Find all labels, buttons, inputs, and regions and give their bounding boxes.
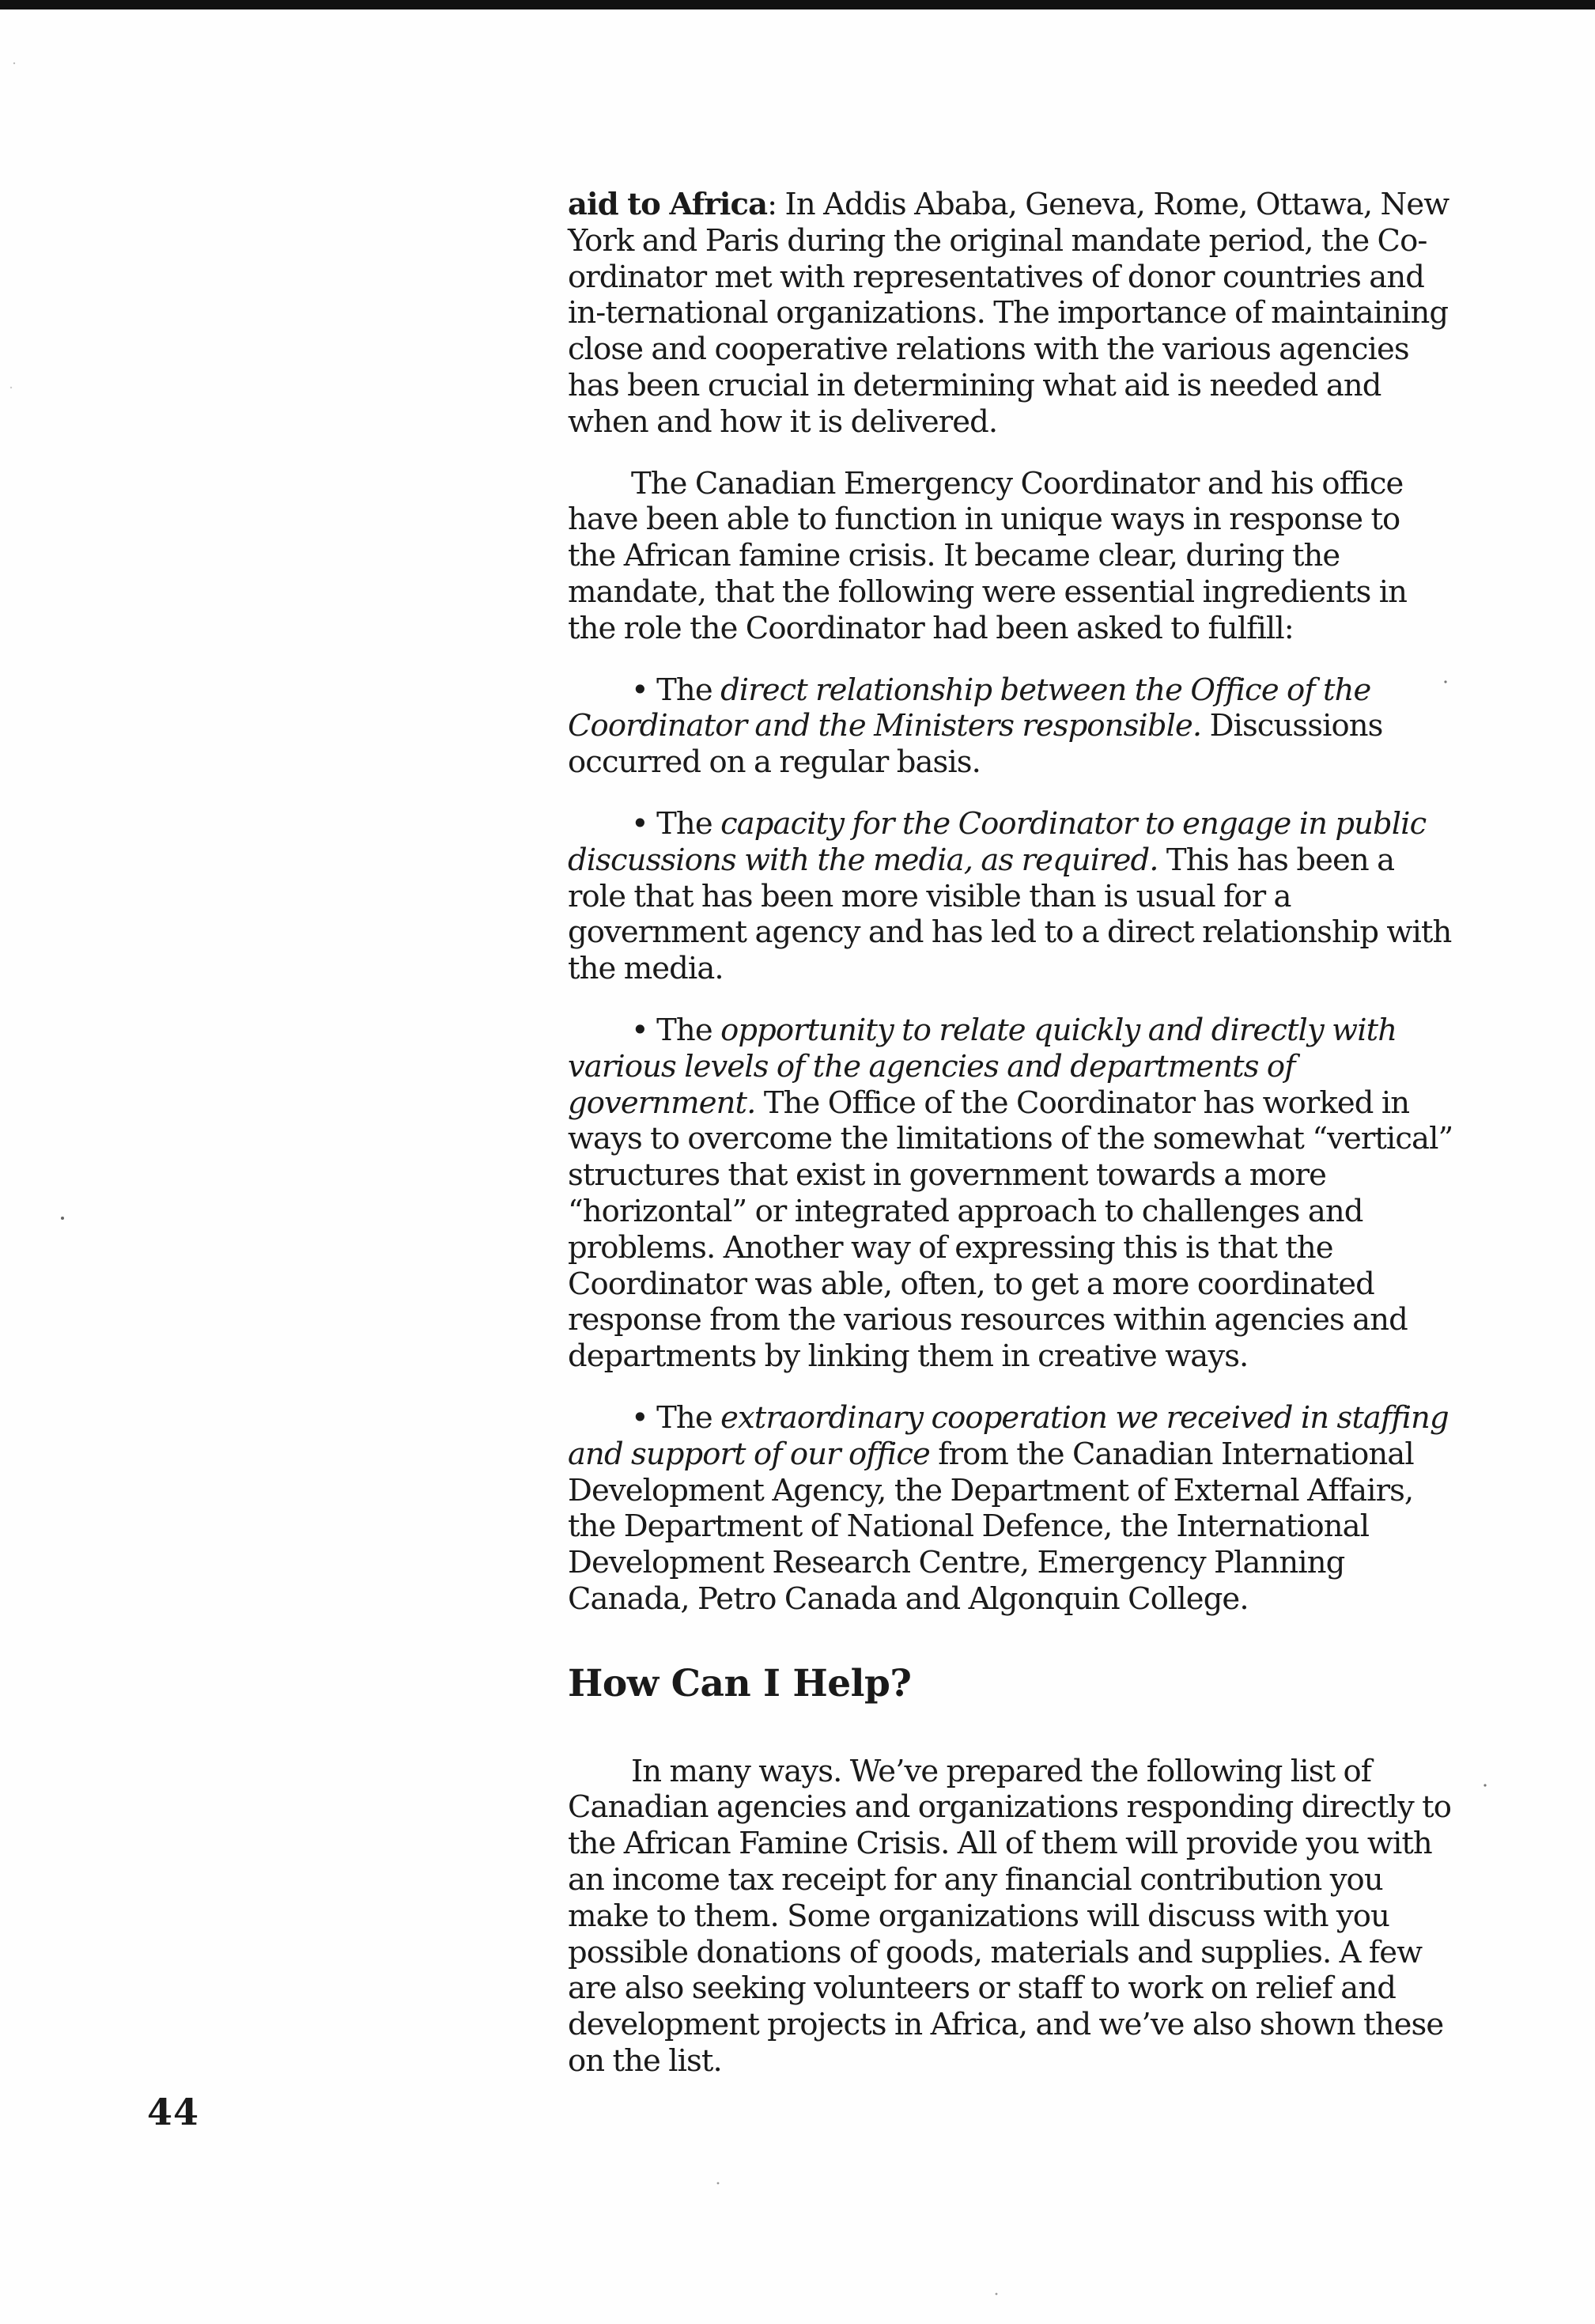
bullet-italic-text: direct relationship between the Office of the Coordinator and the Ministers responsible. [568, 672, 1371, 744]
bullet-lead: The [656, 1399, 712, 1436]
page-number: 44 [147, 2091, 200, 2133]
intro-paragraph [568, 187, 1453, 441]
bullet-marker: • [631, 805, 648, 842]
bullet-marker: • [631, 1012, 648, 1048]
bullet-body-text: The Office of the Coordinator has worked in ways to overcome the limitations of the somewhat “vertical” structures that exist in government towards a more “horizontal” or integrated approach to challenges and problems. Another way of expressing this is that the Coordinator was able, often, to get a more coordinated response from the various resources within agencies and departments by linking them in creative ways. [568, 1084, 1453, 1375]
mandate-paragraph: The Canadian Emergency Coordinator and his office have been able to function in unique ways in response to the African famine crisis. It became clear, during the mandate, that the following were essential ingredients in the role the Coordinator had been asked to fulfill: [568, 465, 1408, 646]
help-paragraph: In many ways. We’ve prepared the following list of Canadian agencies and organizations responding directly to the African Famine Crisis. All of them will provide you with an income tax receipt for any financial contribution you make to them. Some organizations will discuss with you possible donations of goods, materials and supplies. A few are also seeking volunteers or staff to work on relief and development projects in Africa, and we’ve also shown these on the list. [568, 1753, 1451, 2080]
bullet-item [568, 1400, 1453, 1618]
bullet-italic-text: capacity for the Coordinator to engage in public discussions with the media, as required. [568, 805, 1427, 878]
intro-text: : In Addis Ababa, Geneva, Rome, Ottawa, New York and Paris during the original mandate period, the Co-ordinator met with representatives of donor countries and in-ternational organizations. The importance of maintaining close and cooperative relations with the various agencies has been crucial in determining what aid is needed and when and how it is delivered. [568, 187, 1449, 440]
bullet-lead: The [656, 805, 712, 842]
bullet-body-text: from the Canadian International Development Agency, the Department of External Affairs, the Department of National Defence, the International Development Research Centre, Emergency Planning Canada, Petro Canada and Algonquin College. [568, 1436, 1414, 1617]
bullet-marker: • [631, 1399, 648, 1436]
bullet-item [568, 672, 1453, 781]
bullet-item [568, 806, 1453, 987]
bullet-italic-text: extraordinary cooperation we received in staffing and support of our office [568, 1399, 1449, 1472]
section-heading: How Can I Help? [568, 1661, 912, 1705]
bullet-lead: The [656, 1012, 712, 1048]
text-column [568, 187, 1453, 2080]
bullet-body-text: This has been a role that has been more visible than is usual for a government agency and has led to a direct relationship with the media. [568, 842, 1452, 987]
bullet-marker: • [631, 672, 648, 708]
intro-lead-bold: aid to Africa [568, 187, 768, 222]
bullet-italic-text: opportunity to relate quickly and directly with various levels of the agencies and departments of government. [568, 1012, 1397, 1121]
bullet-lead: The [656, 672, 712, 708]
bullet-body-text: Discussions occurred on a regular basis. [568, 708, 1383, 781]
bullet-item [568, 1012, 1453, 1375]
top-border-rule [0, 0, 1595, 9]
